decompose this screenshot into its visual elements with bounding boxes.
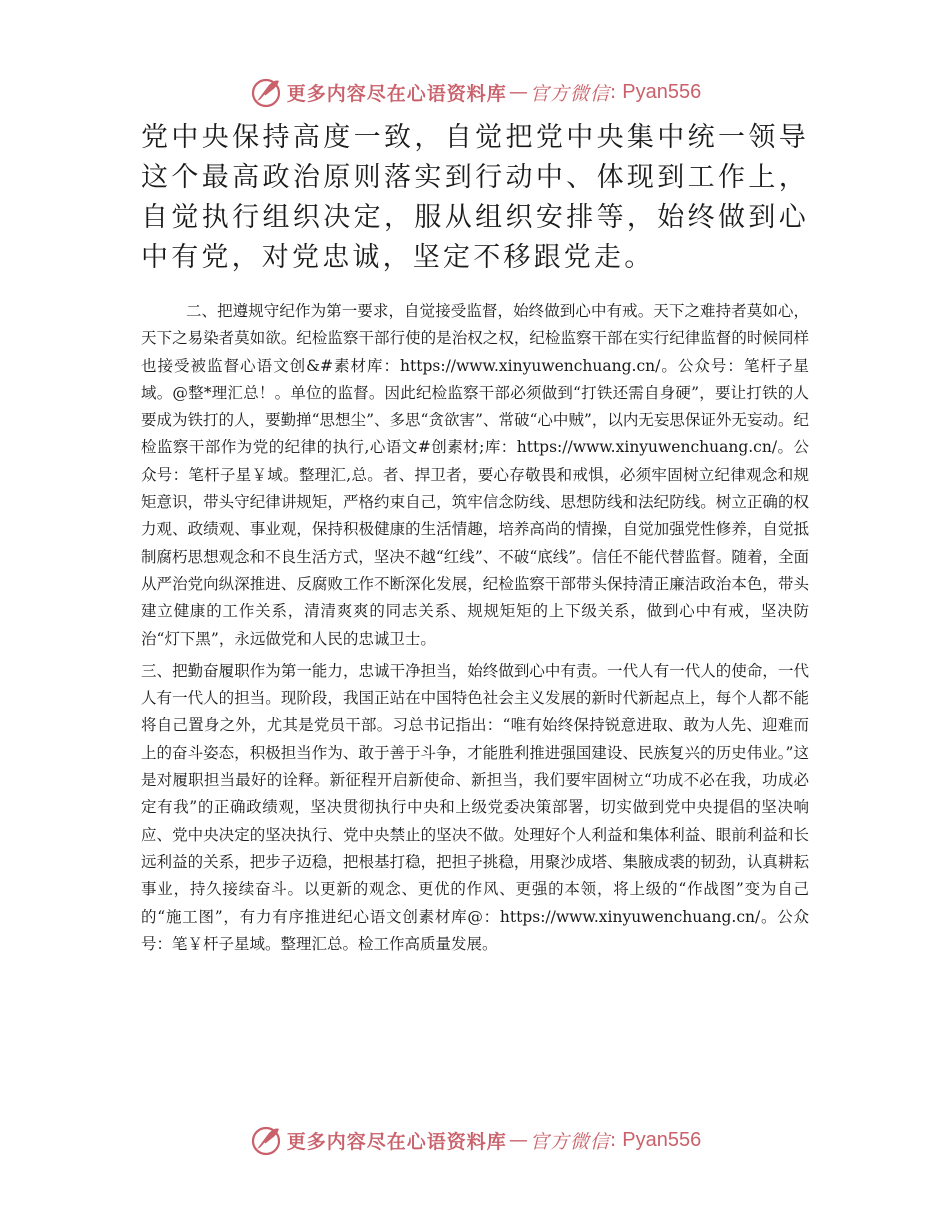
banner-colon: : (609, 1129, 617, 1151)
banner-slogan: 更多内容尽在心语资料库 (286, 82, 507, 105)
quill-pen-icon (249, 75, 283, 109)
header-watermark-banner (0, 72, 950, 112)
quill-pen-icon (249, 1123, 283, 1157)
banner-dash: — (508, 1129, 528, 1151)
paragraph-section-two: 二、把遵规守纪作为第一要求，自觉接受监督，始终做到心中有戒。天下之难持者莫如心，天下之易染者莫如欲。纪检监察干部行使的是治权之权，纪检监察干部在实行纪律监督的时候同样也接受被监督心语文创&#素材库：https://www.xinyuwenchuang.cn/。公众号：笔杆子星域。@整*理汇总！。单位的监督。因此纪检监察干部必须做到“打铁还需自身硬”，要让打铁的人要成为铁打的人，要勤掸“思想尘”、多思“贪欲害”、常破“心中贼”，以内无妄思保证外无妄动。纪检监察干部作为党的纪律的执行,心语文#创素材;库：https://www.xinyuwenchuang.cn/。公众号：笔杆子星￥域。整理汇,总。者、捍卫者，要心存敬畏和戒惧，必须牢固树立纪律观念和规矩意识，带头守纪律讲规矩，严格约束自己，筑牢信念防线、思想防线和法纪防线。树立正确的权力观、政绩观、事业观，保持积极健康的生活情趣，培养高尚的情操，自觉加强党性修养，自觉抵制腐朽思想观念和不良生活方式，坚决不越“红线”、不破“底线”。信任不能代替监督。随着，全面从严治党向纵深推进、反腐败工作不断深化发展，纪检监察干部带头保持清正廉洁政治本色，带头建立健康的工作关系，清清爽爽的同志关系、规规矩矩的上下级关系，做到心中有戒，坚决防治“灯下黑”，永远做党和人民的忠诚卫士。 (141, 302, 809, 648)
banner-dash: — (508, 81, 528, 103)
document-body (141, 118, 809, 958)
paragraph-section-three: 三、把勤奋履职作为第一能力，忠诚干净担当，始终做到心中有责。一代人有一代人的使命，一代人有一代人的担当。现阶段，我国正站在中国特色社会主义发展的新时代新起点上，每个人都不能将自己置身之外，尤其是党员干部。习总书记指出：“唯有始终保持锐意进取、敢为人先、迎难而上的奋斗姿态，积极担当作为、敢于善于斗争，才能胜利推进强国建设、民族复兴的历史伟业。”这是对履职担当最好的诠释。新征程开启新使命、新担当，我们要牢固树立“功成不必在我，功成必定有我”的正确政绩观，坚决贯彻执行中央和上级党委决策部署，切实做到党中央提倡的坚决响应、党中央决定的坚决执行、党中央禁止的坚决不做。处理好个人利益和集体利益、眼前利益和长远利益的关系，把步子迈稳，把根基打稳，把担子挑稳，用聚沙成塔、集腋成裘的韧劲，认真耕耘事业，持久接续奋斗。以更新的观念、更优的作风、更强的本领，将上级的“作战图”变为自己的“施工图”，有力有序推进纪心语文创素材库@：https://www.xinyuwenchuang.cn/。公众号：笔￥杆子星域。整理汇总。检工作高质量发展。 (141, 661, 809, 953)
footer-watermark-banner (0, 1120, 950, 1160)
banner-slogan: 更多内容尽在心语资料库 (286, 1130, 507, 1153)
banner-wechat-label: 官方微信 (529, 82, 610, 105)
lead-paragraph: 党中央保持高度一致，自觉把党中央集中统一领导这个最高政治原则落实到行动中、体现到工作上，自觉执行组织决定，服从组织安排等，始终做到心中有党，对党忠诚，坚定不移跟党走。 (141, 122, 809, 273)
banner-colon: : (609, 81, 617, 103)
banner-wechat-id: Pyan556 (622, 80, 702, 103)
banner-wechat-id: Pyan556 (622, 1128, 702, 1151)
banner-wechat-label: 官方微信 (529, 1130, 610, 1153)
